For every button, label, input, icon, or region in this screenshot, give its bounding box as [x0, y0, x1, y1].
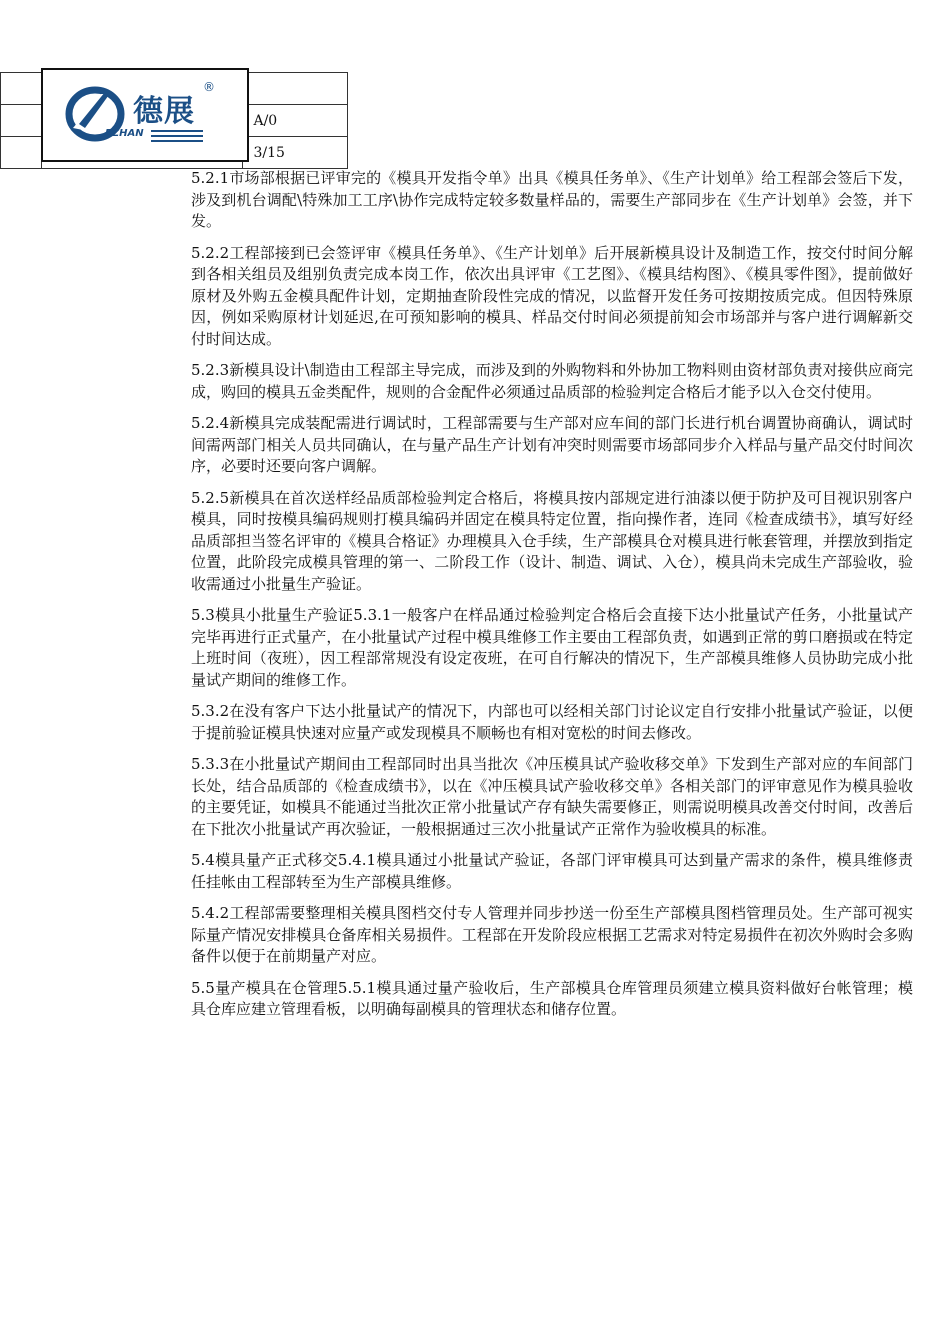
paragraph: 5.3.3在小批量试产期间由工程部同时出具当批次《冲压模具试产验收移交单》下发到生产部对应的车间部门长处，结合品质部的《检查成绩书》，以在《冲压模具试产验收移交单》各相关部门的评审意见作为模具验收的主要凭证，如模具不能通过当批次正常小批量试产存有缺失需要修正，则需说明模具改善交付时间，改善后在下批次小批量试产再次验证，一般根据通过三次小批量试产正常作为验收模具的标准。 [191, 755, 913, 838]
header-cell [1, 137, 42, 169]
version-cell: A/0 [243, 105, 348, 137]
header-cell [1, 105, 42, 137]
page-number-cell: 3/15 [243, 137, 348, 169]
paragraph: 5.2.5新模具在首次送样经品质部检验判定合格后，将模具按内部规定进行油漆以便于防护及可目视识别客户模具，同时按模具编码规则打模具编码并固定在模具特定位置，指向操作者，连同《检查成绩书》，填写好经品质部担当签名评审的《模具合格证》办理模具入仓手续，生产部模具仓对模具进行帐套管理，并摆放到指定位置，此阶段完成模具管理的第一、二阶段工作（设计、制造、调试、入仓），模具尚未完成生产部验收，验收需通过小批量生产验证。 [191, 488, 913, 593]
logo-text: 德展 [133, 94, 195, 129]
registered-mark: ® [203, 80, 215, 94]
paragraph: 5.2.1市场部根据已评审完的《模具开发指令单》出具《模具任务单》、《生产计划单》给工程部会签后下发，涉及到机台调配\特殊加工工序\协作完成特定较多数量样品的，需要生产部同步在《生产计划单》会签，并下发。 [191, 169, 913, 230]
company-logo [41, 68, 249, 162]
document-body [191, 168, 913, 1031]
paragraph: 5.4.2工程部需要整理相关模具图档交付专人管理并同步抄送一份至生产部模具图档管理员处。生产部可视实际量产情况安排模具仓备库相关易损件。工程部在开发阶段应根据工艺需求对特定易损件在初次外购时会多购备件以便于在前期量产对应。 [191, 904, 913, 965]
paragraph: 5.2.3新模具设计\制造由工程部主导完成，而涉及到的外购物料和外协加工物料则由资材部负责对接供应商完成，购回的模具五金类配件，规则的合金配件必须通过品质部的检验判定合格后才能予以入仓交付使用。 [191, 361, 913, 401]
paragraph: 5.3模具小批量生产验证5.3.1一般客户在样品通过检验判定合格后会直接下达小批量试产任务，小批量试产完毕再进行正式量产，在小批量试产过程中模具维修工作主要由工程部负责，如遇到正常的剪口磨损或在特定上班时间（夜班），因工程部常规没有设定夜班，在可自行解决的情况下，生产部模具维修人员协助完成小批量试产期间的维修工作。 [191, 606, 913, 689]
paragraph: 5.2.4新模具完成装配需进行调试时，工程部需要与生产部对应车间的部门长进行机台调置协商确认，调试时间需两部门相关人员共同确认，在与量产品生产计划有冲突时则需要市场部同步介入样品与量产品交付时间次序，必要时还要向客户调解。 [191, 414, 913, 475]
logo-lines [151, 130, 203, 145]
header-cell [243, 73, 348, 105]
paragraph: 5.3.2在没有客户下达小批量试产的情况下，内部也可以经相关部门讨论议定自行安排小批量试产验证，以便于提前验证模具快速对应量产或发现模具不顺畅也有相对宽松的时间去修改。 [191, 702, 913, 742]
paragraph: 5.2.2工程部接到已会签评审《模具任务单》、《生产计划单》后开展新模具设计及制造工作，按交付时间分解到各相关组员及组别负责完成本岗工作，依次出具评审《工艺图》、《模具结构图》、《模具零件图》，提前做好原材及外购五金模具配件计划，定期抽查阶段性完成的情况，以监督开发任务可按期按质完成。但因特殊原因，例如采购原材计划延迟,在可预知影响的模具、样品交付时间必须提前知会市场部并与客户进行调解新交付时间达成。 [191, 243, 913, 348]
logo-latin-text: EZHAN [105, 128, 144, 139]
paragraph: 5.5量产模具在仓管理5.5.1模具通过量产验收后，生产部模具仓库管理员须建立模具资料做好台帐管理；模具仓库应建立管理看板，以明确每副模具的管理状态和储存位置。 [191, 978, 913, 1018]
header-cell [1, 73, 42, 105]
paragraph: 5.4模具量产正式移交5.4.1模具通过小批量试产验证，各部门评审模具可达到量产需求的条件，模具维修责任挂帐由工程部转至为生产部模具维修。 [191, 851, 913, 891]
